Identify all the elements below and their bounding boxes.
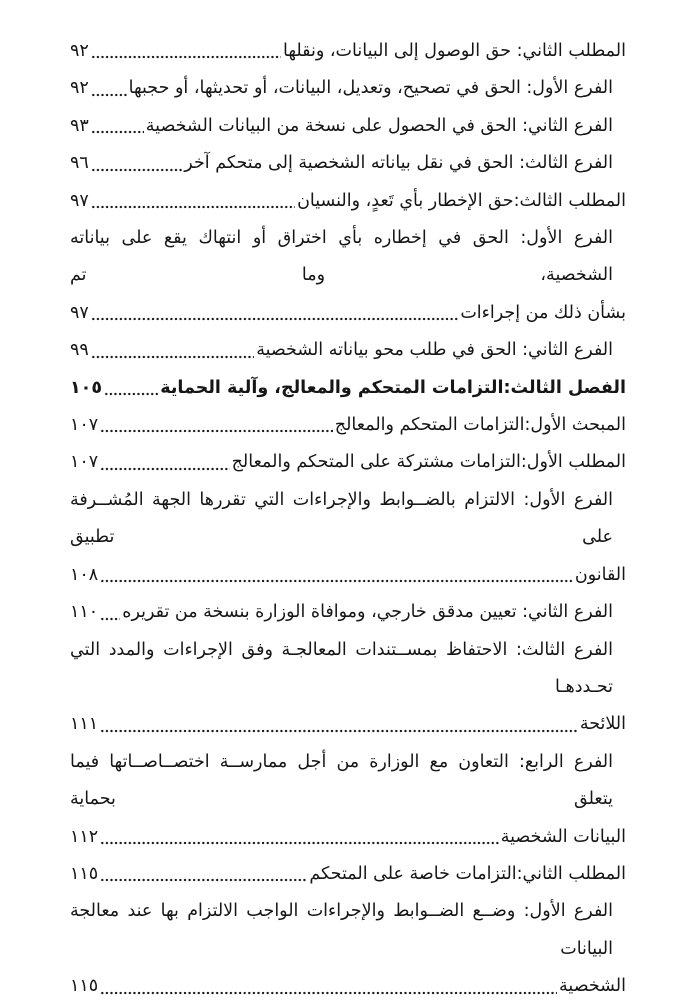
dotted-leader: [100, 968, 557, 1005]
page-number: ١١٠: [70, 602, 99, 623]
dotted-leader: [91, 295, 459, 332]
dotted-leader: [100, 594, 120, 631]
dotted-leader: [100, 856, 307, 893]
toc-entry-text: الفرع الأول: الالتزام بالضــوابط والإجراءات التي تقررها الجهة المُشــرفة على تطبيق: [70, 489, 613, 548]
dotted-leader: [104, 370, 158, 407]
page-number: ٩٩: [70, 340, 89, 361]
dotted-leader: [91, 33, 281, 70]
dotted-leader: [100, 819, 499, 856]
toc-entry-text: الفصل الثالث:التزامات المتحكم والمعالج، وآلية الحماية: [160, 377, 626, 398]
toc-entry-text: الفرع الثاني: الحق في الحصول على نسخة من البيانات الشخصية: [145, 115, 613, 136]
table-of-contents: [70, 33, 626, 1006]
page-number: ١١٥: [70, 863, 99, 884]
toc-entry-text: المطلب الثالث:حق الإخطار بأي تَعدٍ، والنسيان: [297, 190, 626, 211]
toc-entry: [70, 893, 626, 968]
toc-entry: [70, 145, 626, 182]
toc-entry: [70, 819, 626, 856]
toc-entry: [70, 968, 626, 1005]
toc-entry-text: القانون: [574, 564, 626, 585]
toc-entry-text: المبحث الأول:التزامات المتحكم والمعالج: [334, 415, 626, 436]
page-number: ١٠٧: [70, 415, 99, 436]
toc-entry: [70, 856, 626, 893]
toc-entry: [70, 594, 626, 631]
toc-entry: [70, 33, 626, 70]
toc-entry: [70, 557, 626, 594]
dotted-leader: [91, 332, 254, 369]
toc-entry-text: الفرع الأول: وضــع الضــوابط والإجراءات الواجب الالتزام بها عند معالجة البيانات: [70, 901, 613, 959]
toc-entry-text: الشخصية: [559, 976, 626, 997]
page-number: ٩٧: [70, 190, 89, 211]
toc-entry-text: الفرع الرابع: التعاون مع الوزارة من أجل ممارســة اختصــاصــاتها فيما يتعلق بحماية: [70, 751, 613, 810]
toc-entry: [70, 332, 626, 369]
toc-entry: [70, 108, 626, 145]
toc-entry-text: المطلب الثاني:التزامات خاصة على المتحكم: [309, 863, 626, 884]
toc-entry-text: الفرع الثاني: تعيين مدقق خارجي، وموافاة الوزارة بنسخة من تقريره: [122, 602, 613, 623]
toc-entry-text: الفرع الثالث: الحق في نقل بياناته الشخصية إلى متحكم آخر: [184, 153, 613, 174]
toc-entry: [70, 632, 626, 707]
page-number: ٩٢: [70, 78, 89, 99]
toc-entry-text: بشأن ذلك من إجراءات: [460, 302, 626, 323]
page-number: ٩٧: [70, 302, 89, 323]
page-number: ١١٥: [70, 976, 99, 997]
page-number: ٩٦: [70, 153, 89, 174]
toc-entry: [70, 744, 626, 819]
dotted-leader: [100, 407, 333, 444]
toc-entry-text: الفرع الأول: الحق في تصحيح، وتعديل، البيانات، أو تحديثها، أو حجبها: [128, 78, 613, 99]
page-number: ١١٢: [70, 826, 99, 847]
toc-entry: [70, 220, 626, 295]
toc-entry: [70, 482, 626, 557]
page-number: ١١١: [70, 714, 99, 735]
page-number: ١٠٨: [70, 564, 99, 585]
toc-entry-text: اللائحة: [579, 714, 626, 735]
dotted-leader: [91, 70, 127, 107]
toc-entry: [70, 183, 626, 220]
toc-entry-text: الفرع الثاني: الحق في طلب محو بياناته الشخصية: [256, 340, 613, 361]
toc-entry: [70, 444, 626, 481]
page-number: ٩٣: [70, 115, 89, 136]
dotted-leader: [91, 183, 295, 220]
dotted-leader: [100, 706, 578, 743]
dotted-leader: [91, 108, 144, 145]
toc-entry: [70, 407, 626, 444]
toc-entry: [70, 370, 626, 407]
dotted-leader: [100, 557, 573, 594]
toc-entry-text: المطلب الثاني: حق الوصول إلى البيانات، ونقلها: [282, 41, 626, 61]
page-number: ٩٢: [70, 41, 89, 61]
toc-entry-text: الفرع الثالث: الاحتفاظ بمســتندات المعالجـة وفق الإجراءات والمدد التي تحـددهـا: [70, 639, 613, 697]
toc-entry-text: البيانات الشخصية: [500, 826, 626, 847]
page-number: ١٠٧: [70, 452, 99, 473]
toc-entry: [70, 295, 626, 332]
dotted-leader: [91, 145, 182, 182]
toc-entry: [70, 70, 626, 107]
toc-entry-text: الفرع الأول: الحق في إخطاره بأي اختراق أو انتهاك يقع على بياناته الشخصية، وما تم: [70, 228, 613, 286]
page-number: ١٠٥: [70, 377, 103, 398]
toc-entry: [70, 706, 626, 743]
toc-entry-text: المطلب الأول:التزامات مشتركة على المتحكم والمعالج: [231, 452, 626, 473]
dotted-leader: [100, 444, 229, 481]
